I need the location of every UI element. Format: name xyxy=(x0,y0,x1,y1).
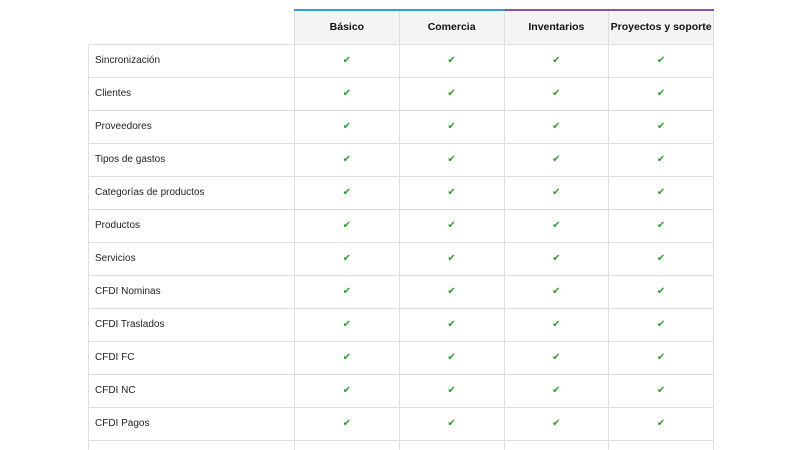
feature-check-cell xyxy=(609,275,714,308)
check-icon: ✔ xyxy=(656,187,666,198)
table-row xyxy=(89,44,714,77)
feature-label: CFDI FC xyxy=(89,341,295,374)
feature-check-cell xyxy=(399,44,504,77)
feature-check-cell xyxy=(399,242,504,275)
check-icon: ✔ xyxy=(656,154,666,165)
feature-check-cell xyxy=(295,308,400,341)
check-icon: ✔ xyxy=(342,121,352,132)
feature-check-cell xyxy=(295,374,400,407)
header-corner-cell xyxy=(89,10,295,44)
feature-label: Tipos de gastos xyxy=(89,143,295,176)
check-icon: ✔ xyxy=(447,220,456,231)
feature-check-cell xyxy=(399,341,504,374)
check-icon: ✔ xyxy=(342,88,352,99)
plan-comparison-table xyxy=(88,9,714,450)
feature-check-cell xyxy=(399,176,504,209)
plan-header-comercia: Comercia xyxy=(399,10,504,44)
check-icon: ✔ xyxy=(342,319,352,330)
feature-check-cell xyxy=(609,77,714,110)
feature-label: CFDI Traslados xyxy=(89,308,295,341)
feature-check-cell xyxy=(609,341,714,374)
feature-check-cell xyxy=(609,176,714,209)
feature-check-cell xyxy=(504,242,609,275)
table-row xyxy=(89,374,714,407)
check-icon: ✔ xyxy=(447,187,456,198)
check-icon: ✔ xyxy=(447,418,456,429)
table-row xyxy=(89,341,714,374)
check-icon: ✔ xyxy=(656,286,666,297)
check-icon: ✔ xyxy=(656,319,666,330)
feature-check-cell xyxy=(295,110,400,143)
feature-check-cell xyxy=(609,242,714,275)
check-icon: ✔ xyxy=(447,352,456,363)
feature-check-cell xyxy=(609,308,714,341)
check-icon: ✔ xyxy=(656,385,666,396)
feature-check-cell xyxy=(295,77,400,110)
table-row xyxy=(89,407,714,440)
feature-check-cell xyxy=(609,143,714,176)
feature-check-cell xyxy=(504,110,609,143)
feature-check-cell xyxy=(399,440,504,450)
feature-check-cell xyxy=(504,341,609,374)
feature-check-cell xyxy=(295,440,400,450)
check-icon: ✔ xyxy=(656,88,666,99)
feature-check-cell xyxy=(504,209,609,242)
table-row xyxy=(89,77,714,110)
feature-check-cell xyxy=(504,407,609,440)
feature-check-cell xyxy=(504,308,609,341)
table-row xyxy=(89,110,714,143)
feature-label: Productos xyxy=(89,209,295,242)
check-icon: ✔ xyxy=(552,121,561,132)
feature-check-cell xyxy=(399,77,504,110)
plan-header-row xyxy=(89,10,714,44)
check-icon: ✔ xyxy=(552,220,561,231)
check-icon: ✔ xyxy=(552,319,561,330)
check-icon: ✔ xyxy=(342,187,352,198)
check-icon: ✔ xyxy=(552,55,561,66)
check-icon: ✔ xyxy=(656,418,666,429)
feature-check-cell xyxy=(504,143,609,176)
feature-label xyxy=(89,440,295,450)
plan-header-proyectos-y-soporte: Proyectos y soporte xyxy=(609,10,714,44)
feature-check-cell xyxy=(295,341,400,374)
check-icon: ✔ xyxy=(656,121,666,132)
check-icon: ✔ xyxy=(447,55,456,66)
check-icon: ✔ xyxy=(552,385,561,396)
feature-check-cell xyxy=(399,275,504,308)
feature-check-cell xyxy=(399,110,504,143)
check-icon: ✔ xyxy=(447,319,456,330)
feature-label: Sincronización xyxy=(89,44,295,77)
feature-check-cell xyxy=(504,440,609,450)
check-icon: ✔ xyxy=(342,385,352,396)
check-icon: ✔ xyxy=(552,154,561,165)
feature-rows xyxy=(89,44,714,450)
feature-check-cell xyxy=(399,143,504,176)
feature-check-cell xyxy=(504,374,609,407)
feature-check-cell xyxy=(504,44,609,77)
plan-header-inventarios: Inventarios xyxy=(504,10,609,44)
check-icon: ✔ xyxy=(552,418,561,429)
check-icon: ✔ xyxy=(342,418,352,429)
check-icon: ✔ xyxy=(342,220,352,231)
check-icon: ✔ xyxy=(342,154,352,165)
feature-check-cell xyxy=(609,407,714,440)
feature-check-cell xyxy=(295,176,400,209)
feature-label: Categorías de productos xyxy=(89,176,295,209)
feature-check-cell xyxy=(609,110,714,143)
feature-check-cell xyxy=(399,308,504,341)
feature-check-cell xyxy=(295,209,400,242)
check-icon: ✔ xyxy=(342,55,352,66)
feature-label: Clientes xyxy=(89,77,295,110)
check-icon: ✔ xyxy=(447,286,456,297)
check-icon: ✔ xyxy=(342,253,352,264)
feature-label: CFDI NC xyxy=(89,374,295,407)
check-icon: ✔ xyxy=(552,286,561,297)
check-icon: ✔ xyxy=(552,187,561,198)
table-row xyxy=(89,440,714,450)
feature-label: Servicios xyxy=(89,242,295,275)
feature-check-cell xyxy=(399,407,504,440)
feature-check-cell xyxy=(399,374,504,407)
table-row xyxy=(89,176,714,209)
check-icon: ✔ xyxy=(342,352,352,363)
feature-label: CFDI Pagos xyxy=(89,407,295,440)
feature-check-cell xyxy=(504,77,609,110)
feature-check-cell xyxy=(399,209,504,242)
feature-check-cell xyxy=(295,407,400,440)
feature-label: Proveedores xyxy=(89,110,295,143)
feature-check-cell xyxy=(295,275,400,308)
check-icon: ✔ xyxy=(342,286,352,297)
feature-check-cell xyxy=(609,209,714,242)
check-icon: ✔ xyxy=(552,253,561,264)
table-row xyxy=(89,209,714,242)
check-icon: ✔ xyxy=(447,88,456,99)
feature-check-cell xyxy=(504,176,609,209)
check-icon: ✔ xyxy=(656,253,666,264)
feature-check-cell xyxy=(609,44,714,77)
table-row xyxy=(89,143,714,176)
check-icon: ✔ xyxy=(447,253,456,264)
check-icon: ✔ xyxy=(656,220,666,231)
check-icon: ✔ xyxy=(552,352,561,363)
feature-check-cell xyxy=(295,44,400,77)
table-row xyxy=(89,308,714,341)
feature-check-cell xyxy=(504,275,609,308)
feature-check-cell xyxy=(609,440,714,450)
check-icon: ✔ xyxy=(656,352,666,363)
check-icon: ✔ xyxy=(552,88,561,99)
feature-label: CFDI Nominas xyxy=(89,275,295,308)
feature-check-cell xyxy=(295,143,400,176)
check-icon: ✔ xyxy=(447,154,456,165)
check-icon: ✔ xyxy=(447,385,456,396)
table-row xyxy=(89,275,714,308)
check-icon: ✔ xyxy=(447,121,456,132)
feature-check-cell xyxy=(295,242,400,275)
table-row xyxy=(89,242,714,275)
feature-check-cell xyxy=(609,374,714,407)
check-icon: ✔ xyxy=(656,55,666,66)
plan-header-basico: Básico xyxy=(295,10,400,44)
